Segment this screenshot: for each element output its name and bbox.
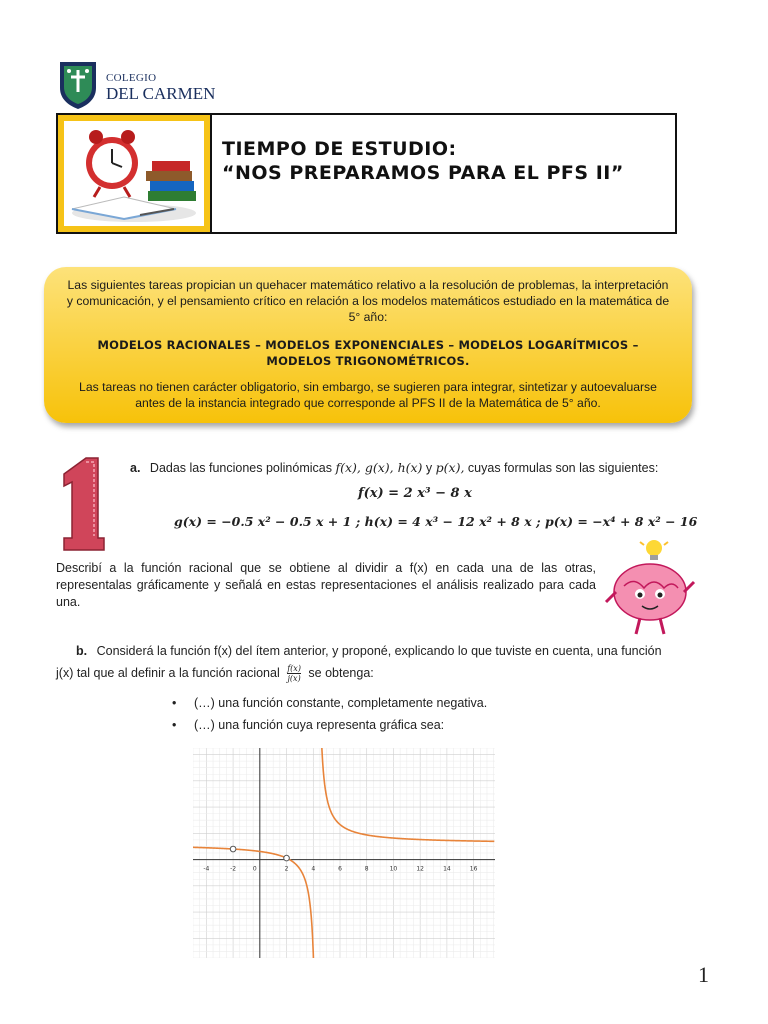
alarm-clock-books-icon bbox=[64, 121, 204, 226]
header-box bbox=[56, 113, 677, 234]
school-logo bbox=[58, 60, 218, 112]
x-tick-label: 10 bbox=[389, 865, 398, 873]
intro-banner bbox=[44, 267, 692, 423]
title-line-2: “NOS PREPARAMOS PARA EL PFS II” bbox=[222, 162, 624, 184]
list-item: • (…) una función cuya representa gráfica sea: bbox=[172, 714, 487, 736]
logo-line-2: DEL CARMEN bbox=[106, 84, 216, 103]
item-a-text-after: cuyas formulas son las siguientes: bbox=[467, 461, 659, 475]
item-a-funcs: f(x), g(x), h(x) bbox=[335, 460, 423, 475]
curve-point-x-2 bbox=[284, 855, 290, 861]
brain-lightbulb-icon bbox=[604, 536, 696, 638]
shield-icon bbox=[58, 60, 98, 110]
x-tick-label: -4 bbox=[203, 865, 210, 873]
banner-intro: Las siguientes tareas propician un quehacer matemático relativo a la resolución de problemas, la interpretación y comunicación, y el pensamiento crítico en relación a los modelos matemáticos estudiado en la matemática de 5° año: bbox=[66, 278, 670, 324]
rational-function-graph bbox=[193, 748, 495, 958]
x-tick-label: 8 bbox=[364, 865, 369, 873]
x-tick-label: 12 bbox=[416, 865, 424, 873]
list-item: • (…) una función constante, completamente negativa. bbox=[172, 692, 487, 714]
fraction-numerator: f(x) bbox=[287, 664, 301, 674]
x-tick-label: 0 bbox=[252, 865, 257, 873]
page-number: 1 bbox=[698, 962, 709, 987]
x-tick-label: 4 bbox=[311, 865, 316, 873]
header-illustration bbox=[58, 115, 212, 232]
equation-f: f(x) = 2 x³ − 8 x bbox=[358, 486, 472, 501]
item-b-bullet-list bbox=[172, 692, 487, 736]
curve-point-x-minus-2 bbox=[230, 846, 236, 852]
item-b-text-2a: j(x) tal que al definir a la función racional bbox=[56, 666, 280, 680]
page-title bbox=[212, 115, 624, 232]
fraction-f-over-j bbox=[287, 664, 301, 683]
item-b-text-2b: se obtenga: bbox=[308, 666, 374, 680]
exercise-number-one bbox=[58, 452, 106, 552]
x-tick-label: 6 bbox=[338, 865, 342, 873]
fraction-denominator: j(x) bbox=[287, 674, 301, 684]
logo-line-1: COLEGIO bbox=[106, 72, 157, 84]
item-a-statement bbox=[130, 460, 658, 475]
x-tick-label: 14 bbox=[443, 865, 451, 873]
item-a-text-before: Dadas las funciones polinómicas bbox=[149, 461, 332, 475]
item-a-func-p: p(x), bbox=[435, 460, 465, 475]
item-b-text-1: Considerá la función f(x) del ítem anterior, y proponé, explicando lo que tuviste en cuenta, una función bbox=[96, 644, 662, 658]
item-b-statement bbox=[56, 640, 706, 684]
item-a-label: a. bbox=[130, 461, 141, 475]
item-a-and: y bbox=[425, 461, 433, 475]
x-tick-label: -2 bbox=[230, 865, 237, 873]
item-a-instructions: Describí a la función racional que se obtiene al dividir a f(x) en cada una de las otras, representalas gráficamente y señalá en estas representaciones el análisis realizado para cada una. bbox=[56, 561, 596, 609]
item-b-label: b. bbox=[76, 644, 88, 658]
x-tick-label: 16 bbox=[469, 865, 478, 873]
banner-models: MODELOS RACIONALES – MODELOS EXPONENCIALES – MODELOS LOGARÍTMICOS – MODELOS TRIGONOMÉTRICOS. bbox=[97, 338, 639, 368]
title-line-1: TIEMPO DE ESTUDIO: bbox=[222, 138, 457, 160]
banner-closing: Las tareas no tienen carácter obligatorio, sin embargo, se sugieren para integrar, sintetizar y autoevaluarse antes de la instancia integrado que corresponde al PFS II de la Matemática de 5° año. bbox=[79, 380, 657, 410]
x-tick-label: 2 bbox=[284, 865, 289, 873]
equation-g-h-p: g(x) = −0.5 x² − 0.5 x + 1 ; h(x) = 4 x³ − 12 x² + 8 x ; p(x) = −x⁴ + 8 x² − 16 bbox=[174, 514, 698, 529]
